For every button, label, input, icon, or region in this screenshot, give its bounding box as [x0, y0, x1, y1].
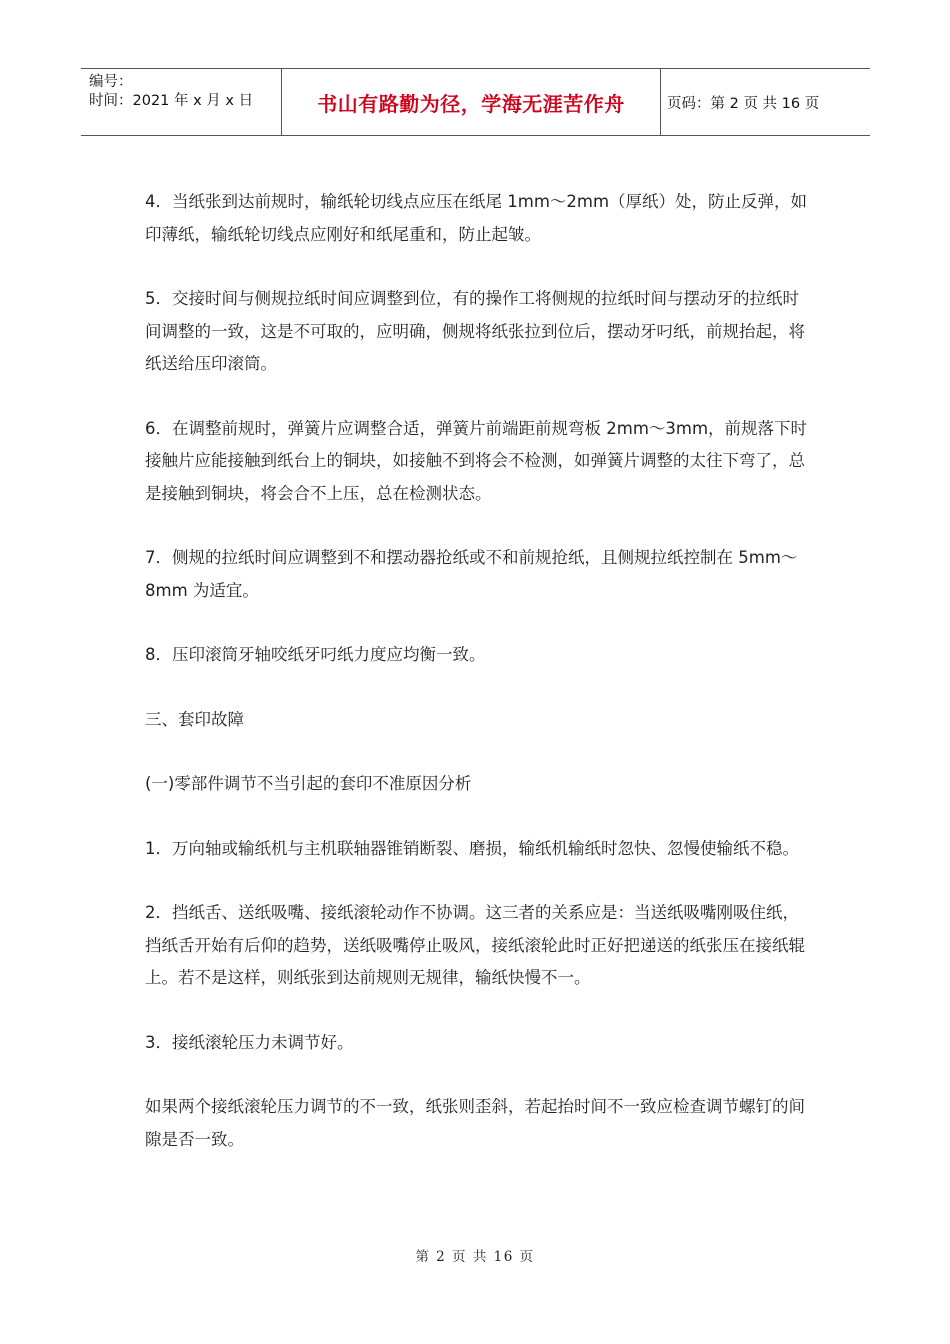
doc-date: 时间：2021 年 x 月 x 日	[89, 93, 254, 109]
header-page-info-cell	[661, 69, 870, 135]
page-header	[81, 68, 870, 136]
document-body	[145, 186, 810, 1156]
header-motto-cell	[282, 69, 661, 135]
subsection-heading: (一)零部件调节不当引起的套印不准原因分析	[145, 774, 472, 793]
footer-page-number: 第 2 页 共 16 页	[415, 1249, 535, 1265]
paragraph: 7．侧规的拉纸时间应调整到不和摆动器抢纸或不和前规抢纸，且侧规拉纸控制在 5mm～8mm 为适宜。	[145, 548, 798, 600]
paragraph: 5．交接时间与侧规拉纸时间应调整到位，有的操作工将侧规的拉纸时间与摆动牙的拉纸时间调整的一致，这是不可取的，应明确，侧规将纸张拉到位后，摆动牙叼纸，前规抬起，将纸送给压印滚筒。	[145, 289, 805, 373]
paragraph: 如果两个接纸滚轮压力调节的不一致，纸张则歪斜，若起抬时间不一致应检查调节螺钉的间隙是否一致。	[145, 1097, 805, 1149]
paragraph: 1．万向轴或输纸机与主机联轴器锥销断裂、磨损，输纸机输纸时忽快、忽慢使输纸不稳。	[145, 838, 799, 858]
header-motto: 书山有路勤为径，学海无涯苦作舟	[317, 91, 625, 116]
header-meta	[81, 69, 282, 135]
doc-number-label: 编号：	[89, 74, 133, 90]
header-page-info: 页码：第 2 页 共 16 页	[667, 95, 820, 112]
page-footer	[0, 1245, 950, 1265]
paragraph: 8．压印滚筒牙轴咬纸牙叼纸力度应均衡一致。	[145, 645, 486, 664]
paragraph: 3．接纸滚轮压力未调节好。	[145, 1032, 354, 1052]
paragraph: 4．当纸张到达前规时，输纸轮切线点应压在纸尾 1mm～2mm（厚纸）处，防止反弹，如印薄纸，输纸轮切线点应刚好和纸尾重和，防止起皱。	[145, 192, 808, 244]
paragraph: 6．在调整前规时，弹簧片应调整合适，弹簧片前端距前规弯板 2mm～3mm，前规落下时接触片应能接触到纸台上的铜块，如接触不到将会不检测，如弹簧片调整的太往下弯了，总是接触到铜块，将会合不上压，总在检测状态。	[145, 418, 808, 503]
paragraph: 2．挡纸舌、送纸吸嘴、接纸滚轮动作不协调。这三者的关系应是：当送纸吸嘴刚吸住纸，挡纸舌开始有后仰的趋势，送纸吸嘴停止吸风，接纸滚轮此时正好把递送的纸张压在接纸辊上。若不是这样，则纸张到达前规则无规律，输纸快慢不一。	[145, 903, 805, 987]
section-heading: 三、套印故障	[145, 709, 244, 729]
